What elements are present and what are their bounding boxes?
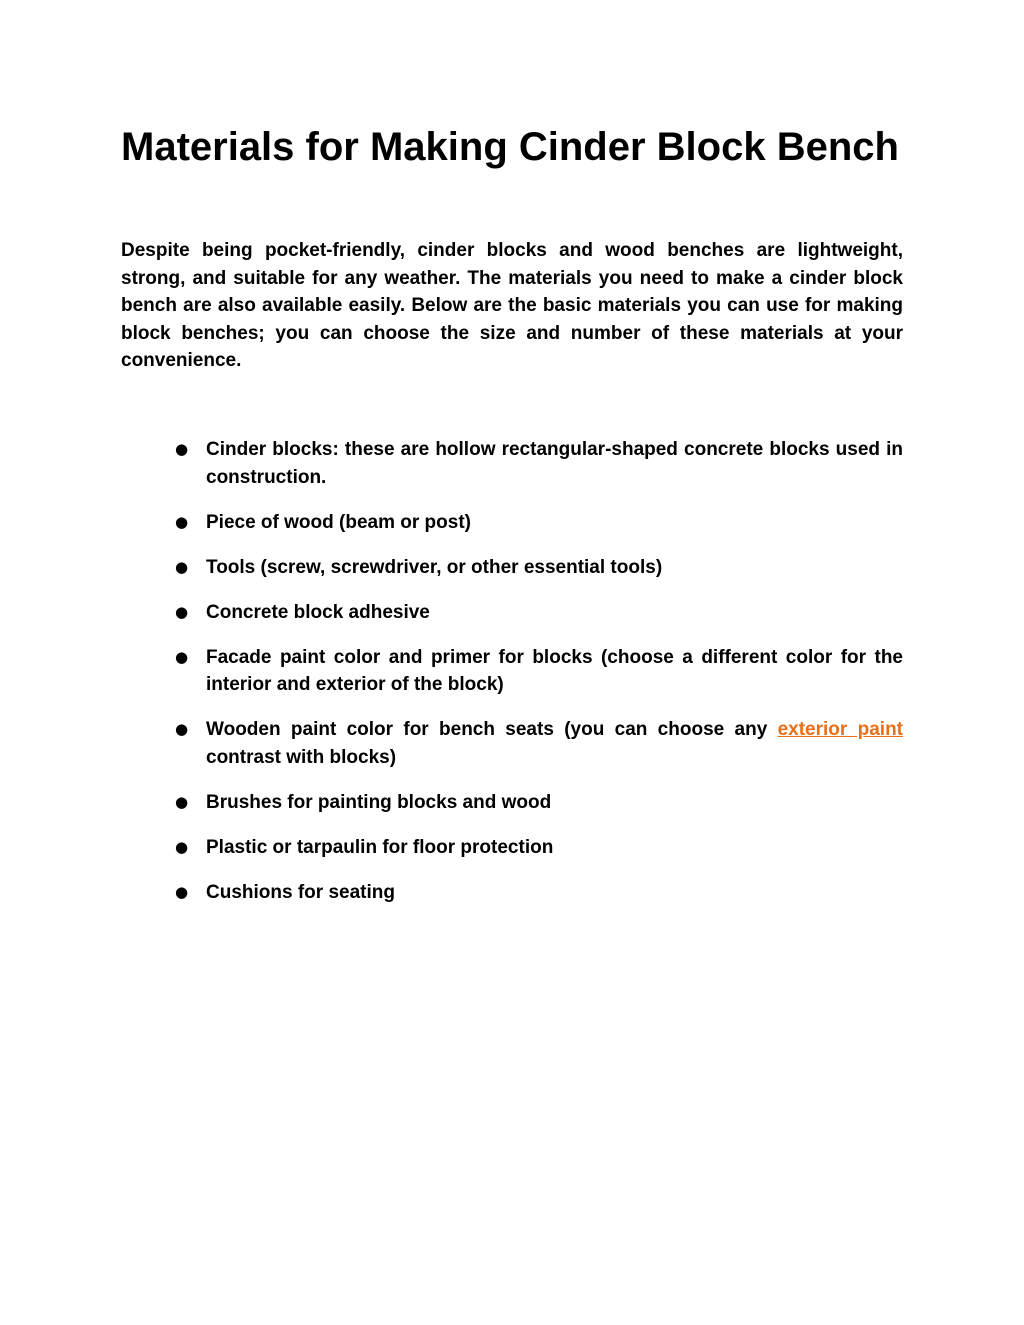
page-title: Materials for Making Cinder Block Bench — [121, 125, 899, 169]
bullet-icon: ● — [175, 440, 189, 458]
materials-list — [121, 436, 903, 924]
list-item — [121, 599, 903, 627]
intro-paragraph: Despite being pocket-friendly, cinder blocks and wood benches are lightweight, strong, and suitable for any weather. The materials you need to make a cinder block bench are also available easily. Below are the basic materials you can use for making block benches; you can choose the size and number of these materials at your convenience. — [121, 240, 903, 372]
list-item-text: Tools (screw, screwdriver, or other essential tools) — [206, 556, 663, 578]
list-item-text: Piece of wood (beam or post) — [206, 511, 471, 533]
list-item-text-after-link: contrast with blocks) — [206, 746, 397, 768]
list-item — [121, 436, 903, 491]
list-item — [121, 789, 903, 817]
list-item — [121, 509, 903, 537]
exterior-paint-link[interactable]: exterior paint — [777, 719, 903, 741]
list-item — [121, 554, 903, 582]
list-item — [121, 834, 903, 862]
bullet-icon: ● — [175, 557, 189, 576]
list-item-text: Concrete block adhesive — [206, 601, 430, 623]
bullet-icon: ● — [175, 837, 189, 856]
list-item-text-before-link: Wooden paint color for bench seats (you can choose any — [206, 719, 778, 741]
bullet-icon: ● — [175, 792, 189, 811]
bullet-icon: ● — [175, 720, 189, 739]
list-item-text: Cushions for seating — [206, 881, 395, 903]
list-item — [121, 716, 903, 771]
bullet-icon: ● — [175, 512, 189, 531]
list-item-text: Cinder blocks: these are hollow rectangular-shaped concrete blocks used in construction. — [206, 439, 903, 488]
list-item-text: Plastic or tarpaulin for floor protection — [206, 836, 554, 858]
bullet-icon: ● — [175, 647, 189, 666]
bullet-icon: ● — [175, 602, 189, 621]
list-item — [121, 644, 903, 699]
bullet-icon: ● — [175, 882, 189, 901]
list-item-text: Brushes for painting blocks and wood — [206, 791, 552, 813]
list-item — [121, 879, 903, 907]
list-item-text: Facade paint color and primer for blocks (choose a different color for the interior and exterior of the block) — [206, 646, 903, 696]
